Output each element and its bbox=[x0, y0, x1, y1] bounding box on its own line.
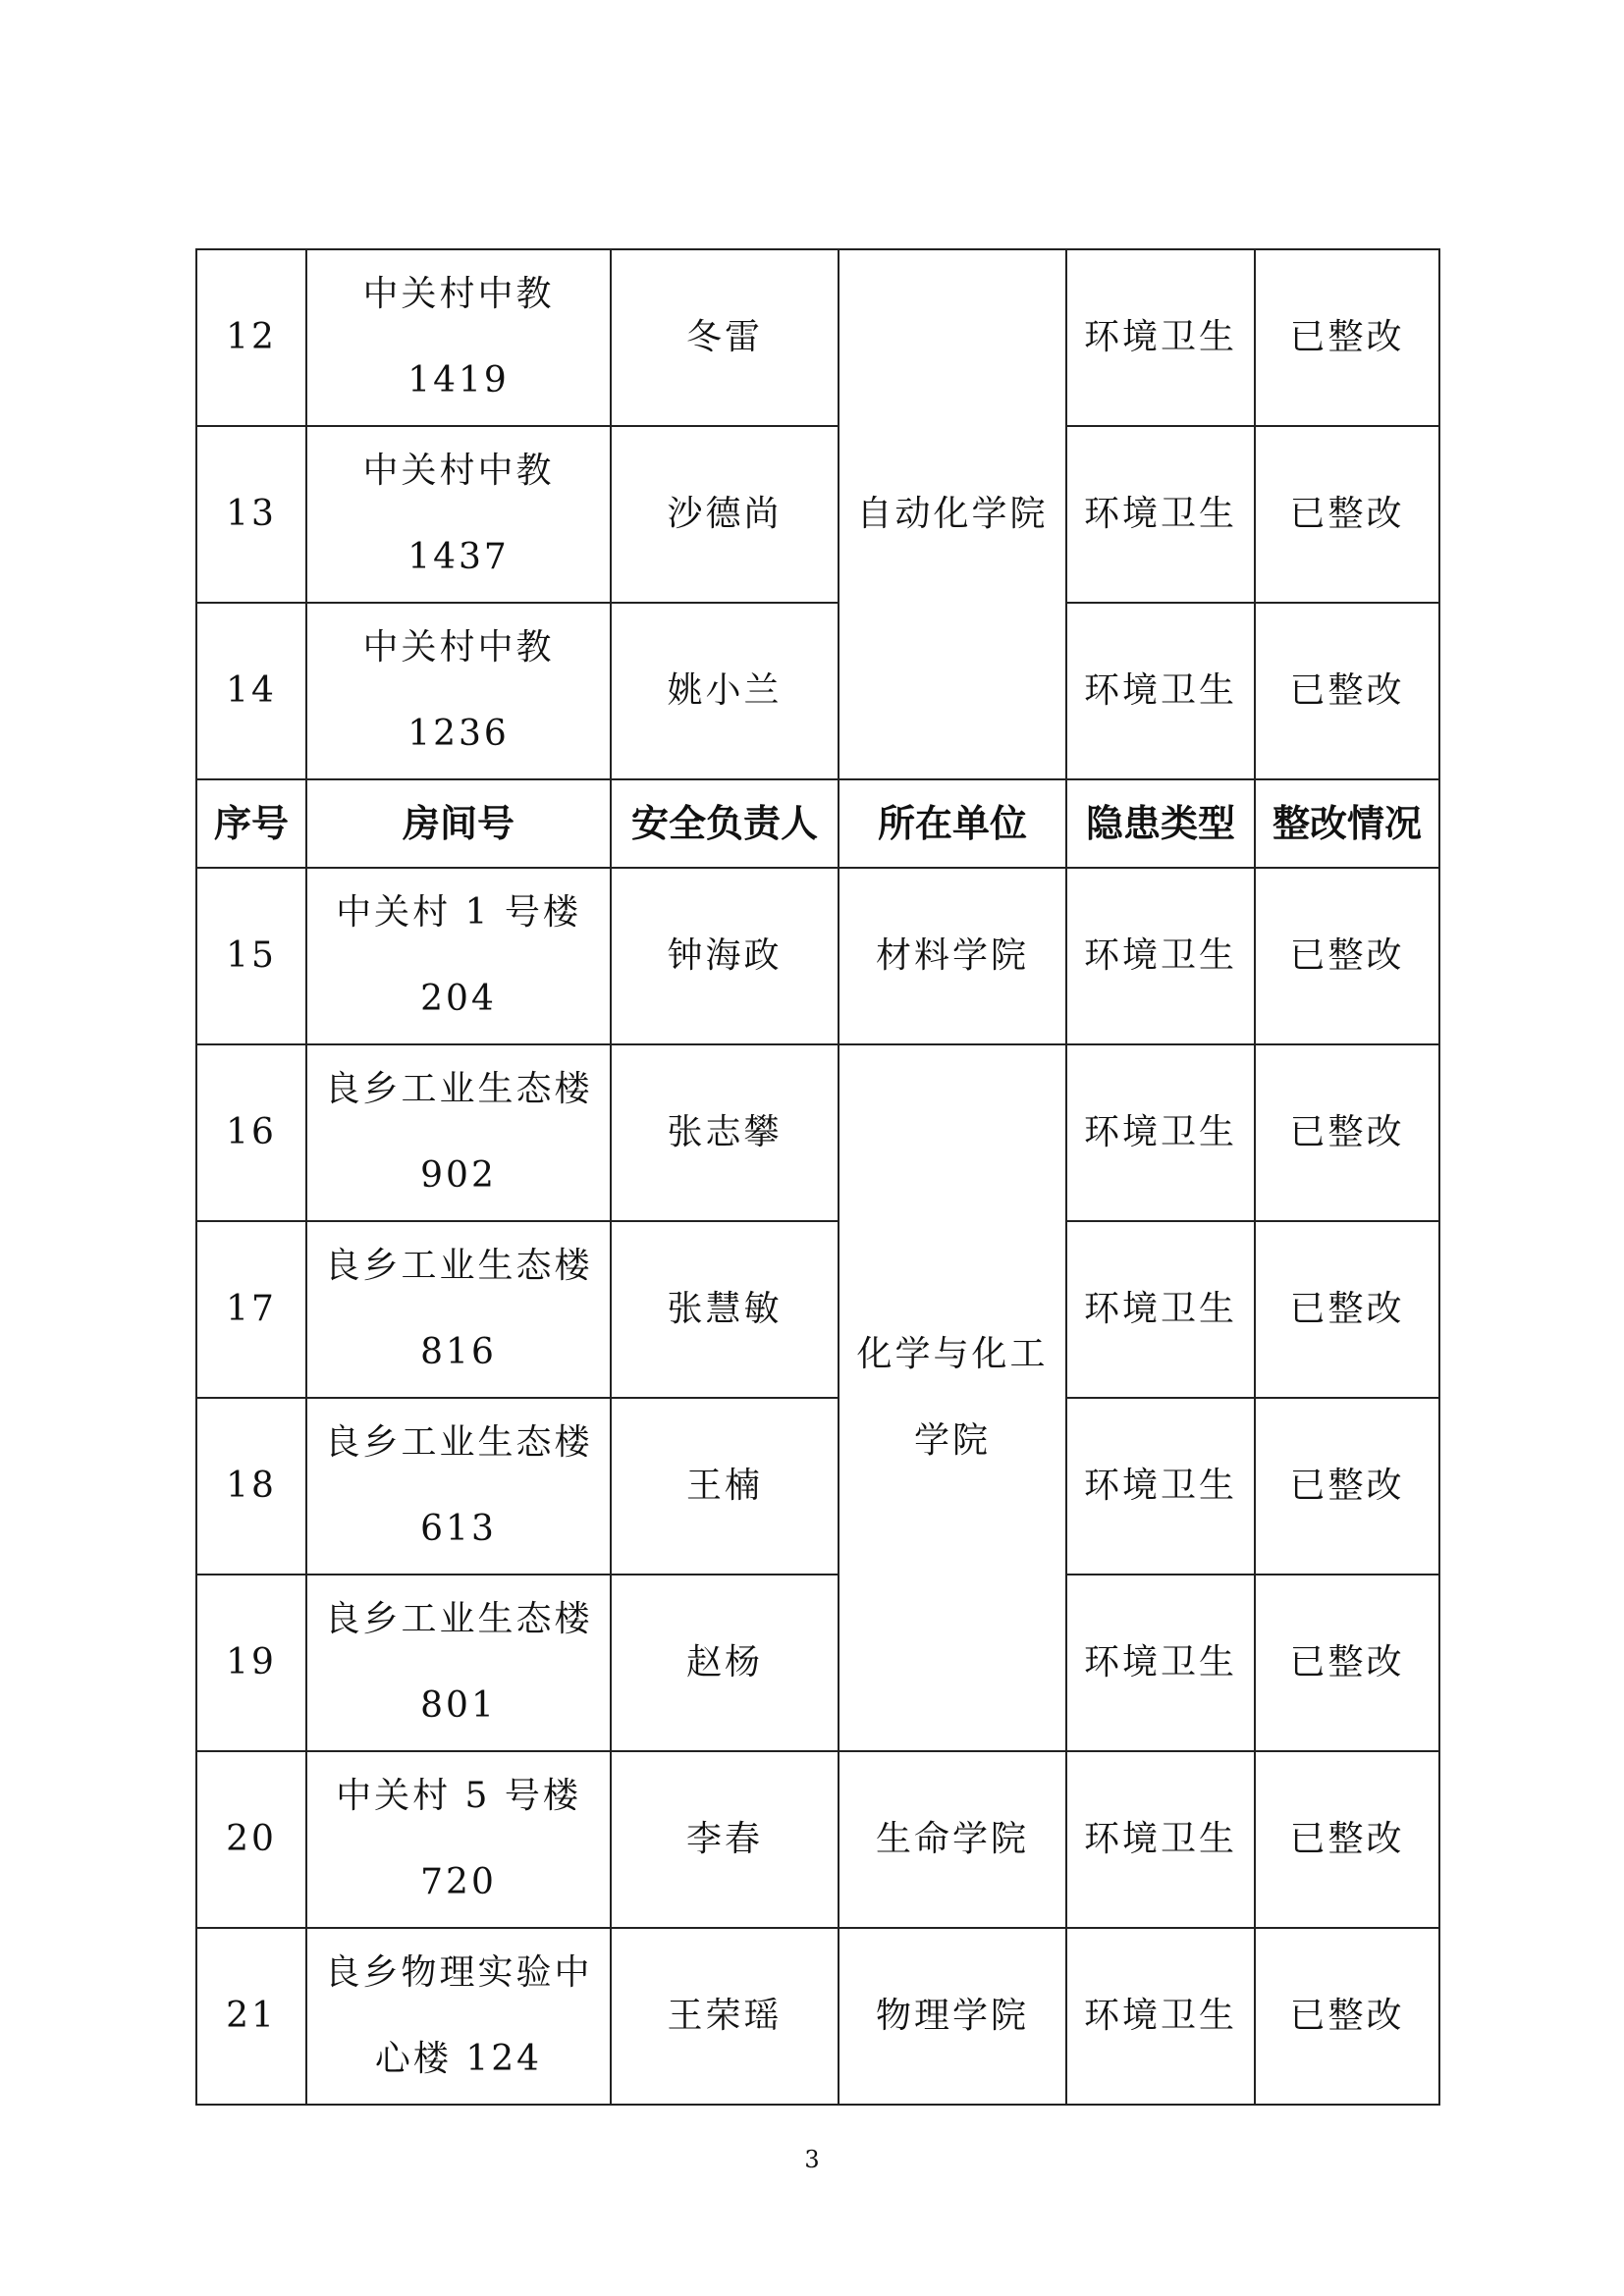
room-line-2: 613 bbox=[420, 1509, 497, 1549]
table-row bbox=[196, 1575, 1439, 1751]
table-row bbox=[196, 1751, 1439, 1928]
seq-cell: 13 bbox=[196, 426, 306, 603]
room-line-1: 中关村中教 bbox=[362, 274, 555, 314]
hazard-cell: 环境卫生 bbox=[1066, 249, 1255, 426]
room-line-2: 1236 bbox=[407, 714, 510, 754]
person-cell: 钟海政 bbox=[611, 868, 839, 1044]
room-line-1: 良乡工业生态楼 bbox=[324, 1599, 593, 1639]
room-cell bbox=[306, 603, 611, 779]
status-cell: 已整改 bbox=[1255, 426, 1439, 603]
room-line-1: 良乡物理实验中 bbox=[324, 1952, 593, 1993]
unit-cell: 自动化学院 bbox=[839, 249, 1066, 779]
unit-cell bbox=[839, 1044, 1066, 1751]
seq-cell: 15 bbox=[196, 868, 306, 1044]
hazard-cell: 环境卫生 bbox=[1066, 1928, 1255, 2105]
seq-cell: 19 bbox=[196, 1575, 306, 1751]
status-cell: 已整改 bbox=[1255, 1751, 1439, 1928]
hazard-cell: 环境卫生 bbox=[1066, 868, 1255, 1044]
table-row bbox=[196, 603, 1439, 779]
room-line-1: 中关村 1 号楼 bbox=[336, 892, 581, 933]
person-cell: 张慧敏 bbox=[611, 1221, 839, 1398]
status-cell: 已整改 bbox=[1255, 1575, 1439, 1751]
room-line-2: 720 bbox=[420, 1862, 497, 1902]
room-line-1: 中关村中教 bbox=[362, 627, 555, 667]
table-row bbox=[196, 1928, 1439, 2105]
room-line-1: 中关村 5 号楼 bbox=[336, 1776, 581, 1816]
room-line-2: 902 bbox=[420, 1155, 497, 1196]
person-cell: 王荣瑶 bbox=[611, 1928, 839, 2105]
table-header-row bbox=[196, 779, 1439, 868]
room-line-2: 1437 bbox=[407, 537, 510, 577]
room-line-1: 良乡工业生态楼 bbox=[324, 1246, 593, 1286]
table-row bbox=[196, 1221, 1439, 1398]
person-cell: 沙德尚 bbox=[611, 426, 839, 603]
header-unit: 所在单位 bbox=[839, 779, 1066, 868]
table-row bbox=[196, 249, 1439, 426]
room-cell bbox=[306, 1398, 611, 1575]
room-cell bbox=[306, 1044, 611, 1221]
person-cell: 王楠 bbox=[611, 1398, 839, 1575]
hazard-cell: 环境卫生 bbox=[1066, 1044, 1255, 1221]
unit-line-1: 化学与化工 bbox=[856, 1334, 1049, 1374]
hazard-cell: 环境卫生 bbox=[1066, 426, 1255, 603]
table-row bbox=[196, 868, 1439, 1044]
room-line-2: 心楼 124 bbox=[374, 2039, 543, 2079]
seq-cell: 16 bbox=[196, 1044, 306, 1221]
room-cell bbox=[306, 868, 611, 1044]
status-cell: 已整改 bbox=[1255, 1044, 1439, 1221]
room-line-1: 良乡工业生态楼 bbox=[324, 1069, 593, 1109]
header-seq: 序号 bbox=[196, 779, 306, 868]
room-line-2: 801 bbox=[420, 1685, 497, 1726]
hazard-cell: 环境卫生 bbox=[1066, 1398, 1255, 1575]
header-room: 房间号 bbox=[306, 779, 611, 868]
page-number: 3 bbox=[804, 2146, 820, 2173]
hazard-table bbox=[195, 248, 1440, 2106]
unit-cell: 物理学院 bbox=[839, 1928, 1066, 2105]
room-line-2: 816 bbox=[420, 1332, 497, 1372]
seq-cell: 17 bbox=[196, 1221, 306, 1398]
status-cell: 已整改 bbox=[1255, 1398, 1439, 1575]
unit-line-2: 学院 bbox=[913, 1420, 991, 1461]
status-cell: 已整改 bbox=[1255, 1928, 1439, 2105]
status-cell: 已整改 bbox=[1255, 1221, 1439, 1398]
unit-cell: 生命学院 bbox=[839, 1751, 1066, 1928]
person-cell: 张志攀 bbox=[611, 1044, 839, 1221]
header-status: 整改情况 bbox=[1255, 779, 1439, 868]
hazard-cell: 环境卫生 bbox=[1066, 603, 1255, 779]
person-cell: 李春 bbox=[611, 1751, 839, 1928]
room-line-1: 中关村中教 bbox=[362, 451, 555, 491]
person-cell: 赵杨 bbox=[611, 1575, 839, 1751]
status-cell: 已整改 bbox=[1255, 603, 1439, 779]
room-cell bbox=[306, 426, 611, 603]
room-line-2: 1419 bbox=[407, 360, 510, 400]
status-cell: 已整改 bbox=[1255, 868, 1439, 1044]
hazard-cell: 环境卫生 bbox=[1066, 1575, 1255, 1751]
room-cell bbox=[306, 249, 611, 426]
room-cell bbox=[306, 1575, 611, 1751]
hazard-cell: 环境卫生 bbox=[1066, 1221, 1255, 1398]
person-cell: 冬雷 bbox=[611, 249, 839, 426]
seq-cell: 14 bbox=[196, 603, 306, 779]
header-person: 安全负责人 bbox=[611, 779, 839, 868]
seq-cell: 21 bbox=[196, 1928, 306, 2105]
hazard-cell: 环境卫生 bbox=[1066, 1751, 1255, 1928]
table-row bbox=[196, 1044, 1439, 1221]
room-line-2: 204 bbox=[420, 979, 497, 1019]
room-cell bbox=[306, 1928, 611, 2105]
header-hazard: 隐患类型 bbox=[1066, 779, 1255, 868]
table-row bbox=[196, 1398, 1439, 1575]
person-cell: 姚小兰 bbox=[611, 603, 839, 779]
table-row bbox=[196, 426, 1439, 603]
room-cell bbox=[306, 1751, 611, 1928]
room-line-1: 良乡工业生态楼 bbox=[324, 1422, 593, 1463]
room-cell bbox=[306, 1221, 611, 1398]
seq-cell: 20 bbox=[196, 1751, 306, 1928]
seq-cell: 18 bbox=[196, 1398, 306, 1575]
seq-cell: 12 bbox=[196, 249, 306, 426]
status-cell: 已整改 bbox=[1255, 249, 1439, 426]
unit-cell: 材料学院 bbox=[839, 868, 1066, 1044]
